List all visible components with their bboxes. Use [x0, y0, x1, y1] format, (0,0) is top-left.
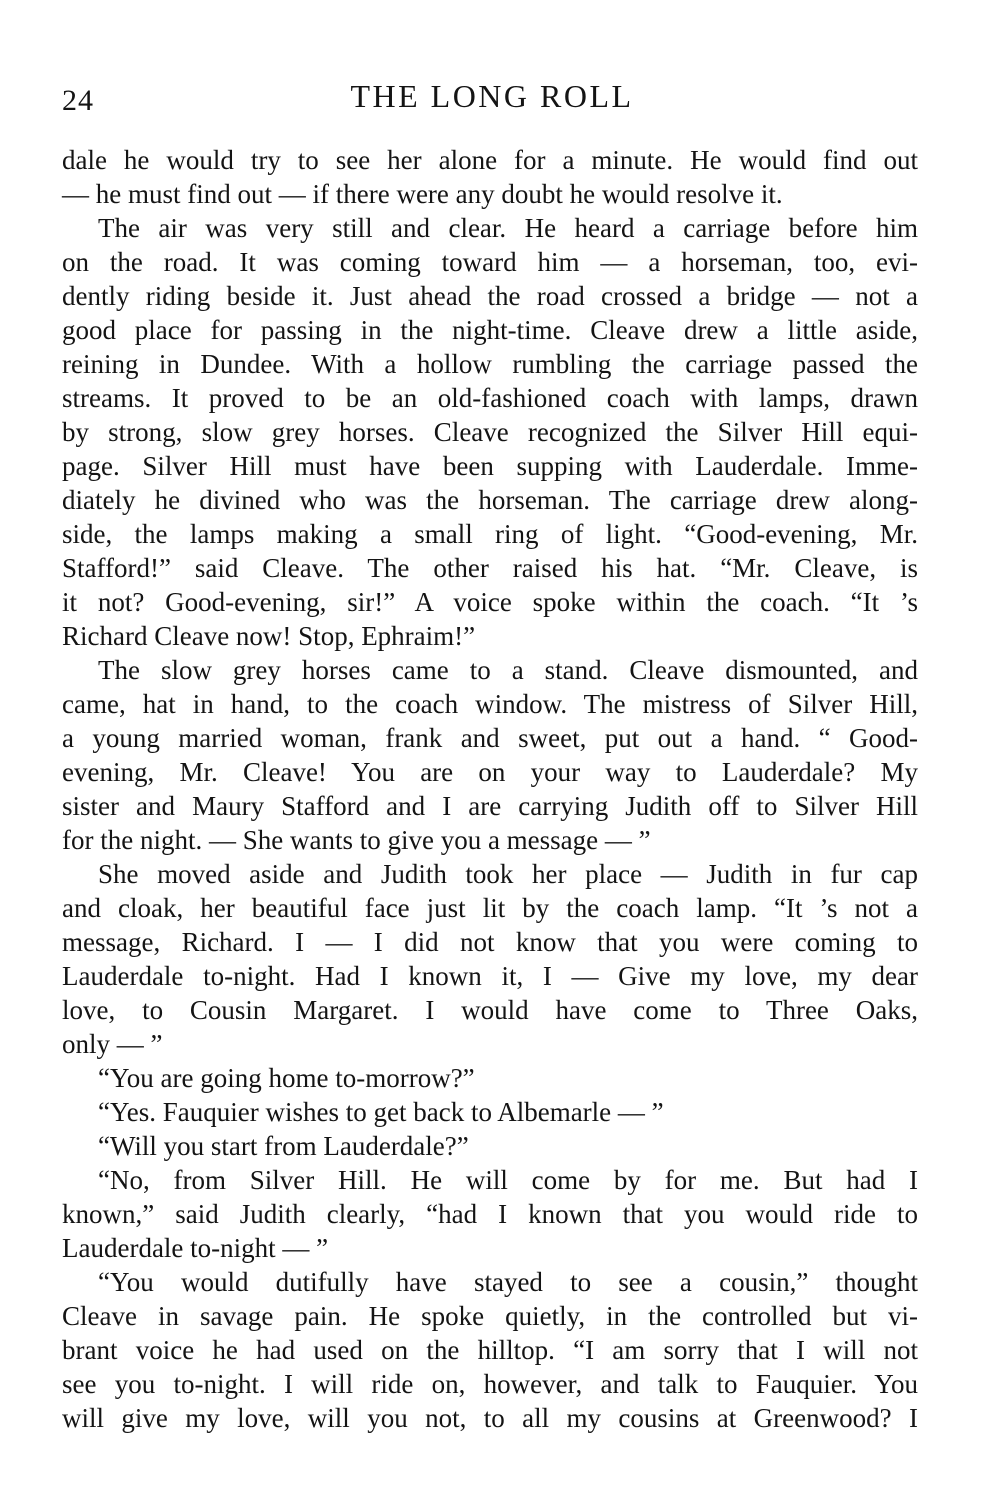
text-line: Lauderdale to-night. Had I known it, I — Give my love, my dear [62, 961, 918, 991]
text-line: dale he would try to see her alone for a minute. He would find out [62, 145, 918, 175]
text-line: it not? Good-evening, sir!” A voice spoke within the coach. “It ’s [62, 587, 918, 617]
text-line: for the night. — She wants to give you a message — ” [62, 825, 651, 855]
text-line: message, Richard. I — I did not know that you were coming to [62, 927, 918, 957]
text-line: Richard Cleave now! Stop, Ephraim!” [62, 621, 476, 651]
text-line: sister and Maury Stafford and I are carrying Judith off to Silver Hill [62, 791, 918, 821]
body-text [62, 143, 918, 1435]
text-line: evening, Mr. Cleave! You are on your way to Lauderdale? My [62, 757, 918, 787]
text-line: and cloak, her beautiful face just lit by the coach lamp. “It ’s not a [62, 893, 918, 923]
running-head [62, 78, 922, 118]
text-line: “Yes. Fauquier wishes to get back to Albemarle — ” [98, 1097, 664, 1127]
text-line: see you to-night. I will ride on, however, and talk to Fauquier. You [62, 1369, 918, 1399]
text-line: streams. It proved to be an old-fashioned coach with lamps, drawn [62, 383, 918, 413]
text-line: Stafford!” said Cleave. The other raised his hat. “Mr. Cleave, is [62, 553, 918, 583]
page-number: 24 [62, 84, 94, 117]
text-line: by strong, slow grey horses. Cleave recognized the Silver Hill equi- [62, 417, 918, 447]
text-line: She moved aside and Judith took her place — Judith in fur cap [98, 859, 918, 889]
text-line: Cleave in savage pain. He spoke quietly, in the controlled but vi- [62, 1301, 918, 1331]
text-line: “Will you start from Lauderdale?” [98, 1131, 469, 1161]
text-line: love, to Cousin Margaret. I would have come to Three Oaks, [62, 995, 918, 1025]
text-line: a young married woman, frank and sweet, put out a hand. “ Good- [62, 723, 918, 753]
book-title: THE LONG ROLL [350, 78, 634, 114]
text-line: on the road. It was coming toward him — a horseman, too, evi- [62, 247, 918, 277]
text-line: The air was very still and clear. He heard a carriage before him [98, 213, 918, 243]
text-line: known,” said Judith clearly, “had I known that you would ride to [62, 1199, 918, 1229]
text-line: page. Silver Hill must have been supping with Lauderdale. Imme- [62, 451, 918, 481]
text-line: will give my love, will you not, to all my cousins at Greenwood? I [62, 1403, 918, 1433]
text-line: “You are going home to-morrow?” [98, 1063, 475, 1093]
text-line: brant voice he had used on the hilltop. “I am sorry that I will not [62, 1335, 918, 1365]
text-line: diately he divined who was the horseman. The carriage drew along- [62, 485, 918, 515]
text-line: The slow grey horses came to a stand. Cleave dismounted, and [98, 655, 918, 685]
text-line: good place for passing in the night-time. Cleave drew a little aside, [62, 315, 918, 345]
text-line: “No, from Silver Hill. He will come by for me. But had I [98, 1165, 918, 1195]
text-line: only — ” [62, 1029, 163, 1059]
text-line: “You would dutifully have stayed to see a cousin,” thought [98, 1267, 918, 1297]
text-line: Lauderdale to-night — ” [62, 1233, 329, 1263]
text-line: reining in Dundee. With a hollow rumbling the carriage passed the [62, 349, 918, 379]
text-line: — he must find out — if there were any doubt he would resolve it. [62, 179, 783, 209]
text-line: dently riding beside it. Just ahead the road crossed a bridge — not a [62, 281, 918, 311]
text-line: side, the lamps making a small ring of light. “Good-evening, Mr. [62, 519, 918, 549]
text-line: came, hat in hand, to the coach window. The mistress of Silver Hill, [62, 689, 918, 719]
